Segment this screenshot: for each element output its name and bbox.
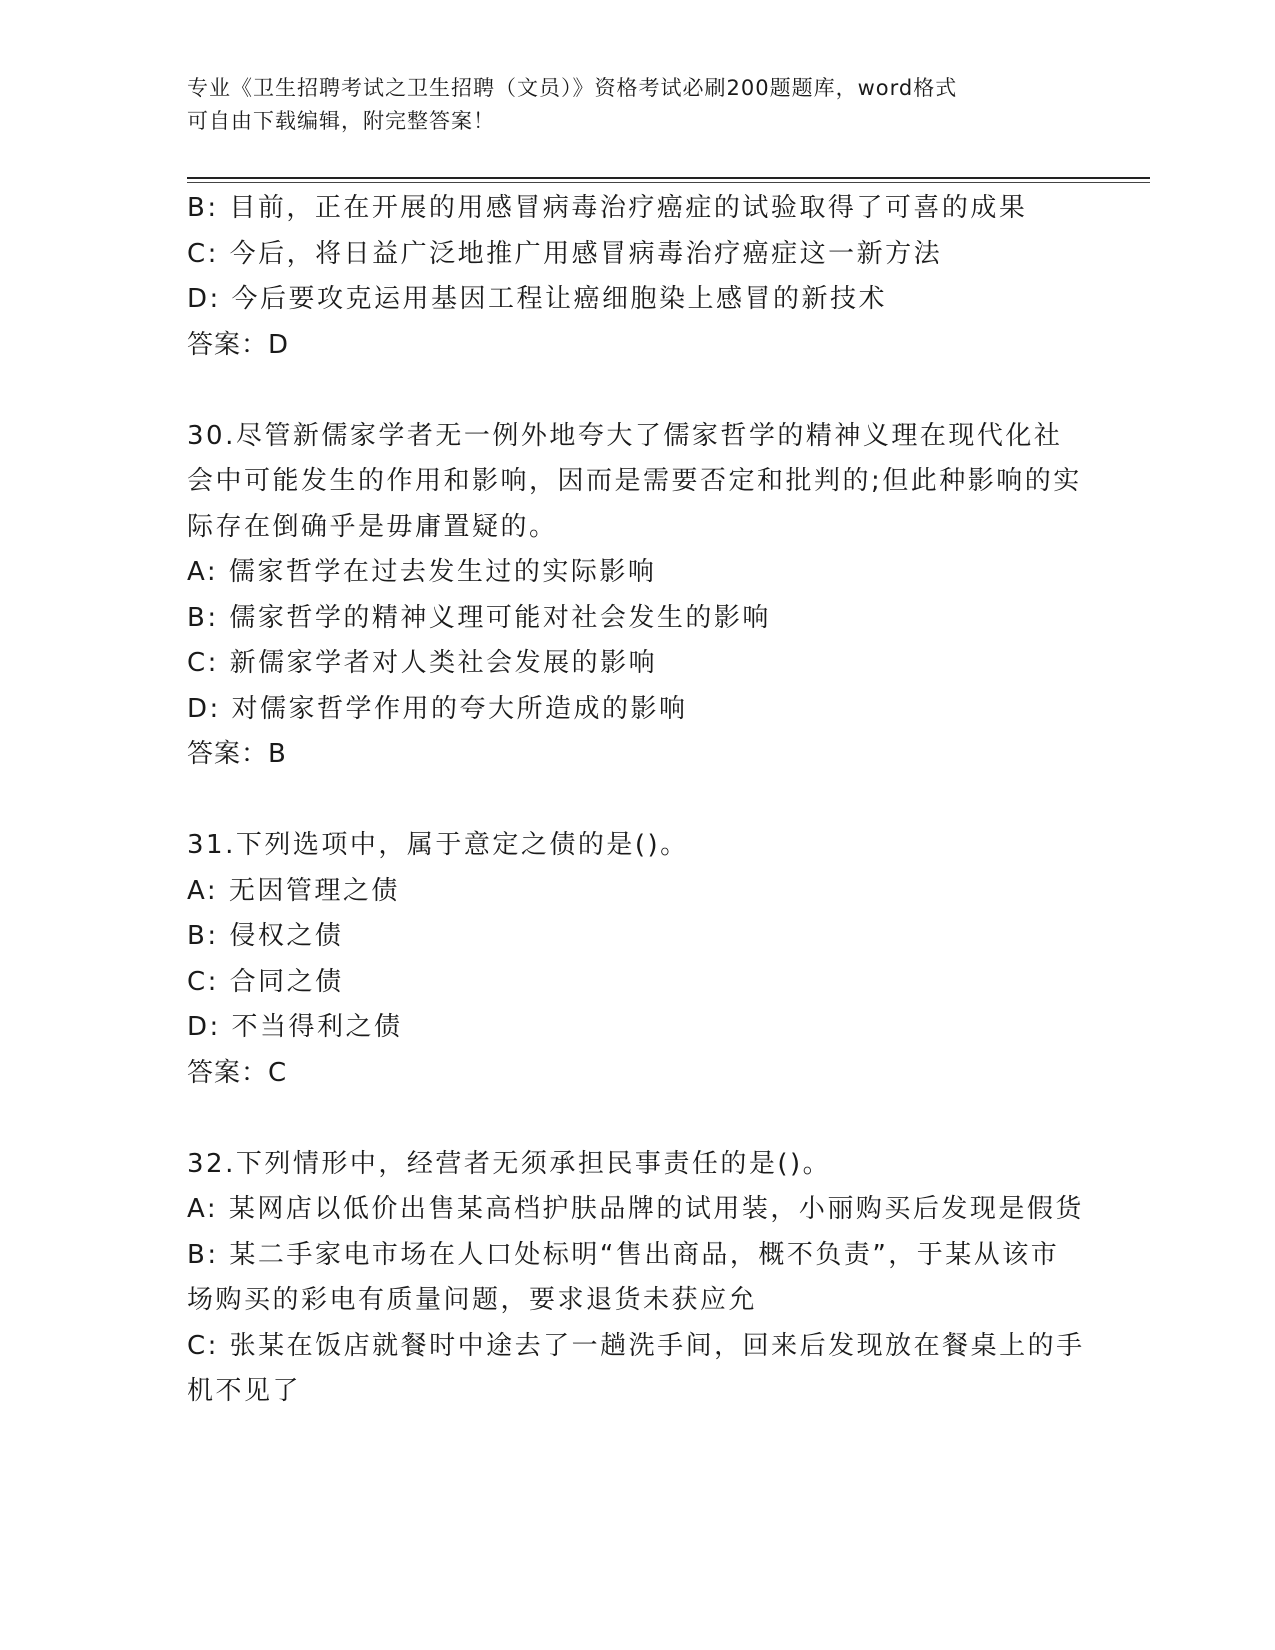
option-d: D: 不当得利之债 xyxy=(187,1012,403,1042)
spacer xyxy=(187,1096,1087,1142)
spacer xyxy=(187,368,1087,414)
option-c: C: 张某在饭店就餐时中途去了一趟洗手间，回来后发现放在餐桌上的手机不见了 xyxy=(187,1330,1085,1406)
answer: 答案：B xyxy=(187,739,287,769)
question-content xyxy=(187,186,1087,1415)
option-d: D: 今后要攻克运用基因工程让癌细胞染上感冒的新技术 xyxy=(187,284,888,314)
option-c: C: 合同之债 xyxy=(187,966,344,997)
option-b: B: 目前，正在开展的用感冒病毒治疗癌症的试验取得了可喜的成果 xyxy=(187,193,1028,223)
option-a: A: 无因管理之债 xyxy=(187,875,400,906)
option-c: C: 今后，将日益广泛地推广用感冒病毒治疗癌症这一新方法 xyxy=(187,238,943,269)
header-line-1: 专业《卫生招聘考试之卫生招聘（文员）》资格考试必刷200题题库，word格式 xyxy=(187,76,958,100)
answer: 答案：D xyxy=(187,329,290,360)
option-d: D: 对儒家哲学作用的夸大所造成的影响 xyxy=(187,693,688,724)
header-line-2: 可自由下载编辑，附完整答案！ xyxy=(187,109,495,133)
question-stem: 31.下列选项中，属于意定之债的是()。 xyxy=(187,830,689,860)
option-c: C: 新儒家学者对人类社会发展的影响 xyxy=(187,648,658,678)
option-b: B: 侵权之债 xyxy=(187,921,344,951)
question-stem: 30.尽管新儒家学者无一例外地夸大了儒家哲学的精神义理在现代化社会中可能发生的作用和影响，因而是需要否定和批判的;但此种影响的实际存在倒确乎是毋庸置疑的。 xyxy=(187,420,1082,542)
option-a: A: 儒家哲学在过去发生过的实际影响 xyxy=(187,557,657,587)
question-32 xyxy=(187,1142,1087,1415)
prev-question xyxy=(187,186,1087,368)
header-divider-thin xyxy=(187,182,1150,183)
answer: 答案：C xyxy=(187,1057,288,1088)
question-30 xyxy=(187,414,1087,778)
question-31 xyxy=(187,823,1087,1096)
option-b: B: 儒家哲学的精神义理可能对社会发生的影响 xyxy=(187,602,771,633)
spacer xyxy=(187,778,1087,824)
option-b: B: 某二手家电市场在人口处标明“售出商品，概不负责”，于某从该市场购买的彩电有质量问题，要求退货未获应允 xyxy=(187,1239,1060,1315)
option-a: A: 某网店以低价出售某高档护肤品牌的试用装，小丽购买后发现是假货 xyxy=(187,1194,1084,1224)
document-header xyxy=(187,72,1067,138)
header-divider-thick xyxy=(187,177,1150,179)
question-stem: 32.下列情形中，经营者无须承担民事责任的是()。 xyxy=(187,1148,832,1179)
